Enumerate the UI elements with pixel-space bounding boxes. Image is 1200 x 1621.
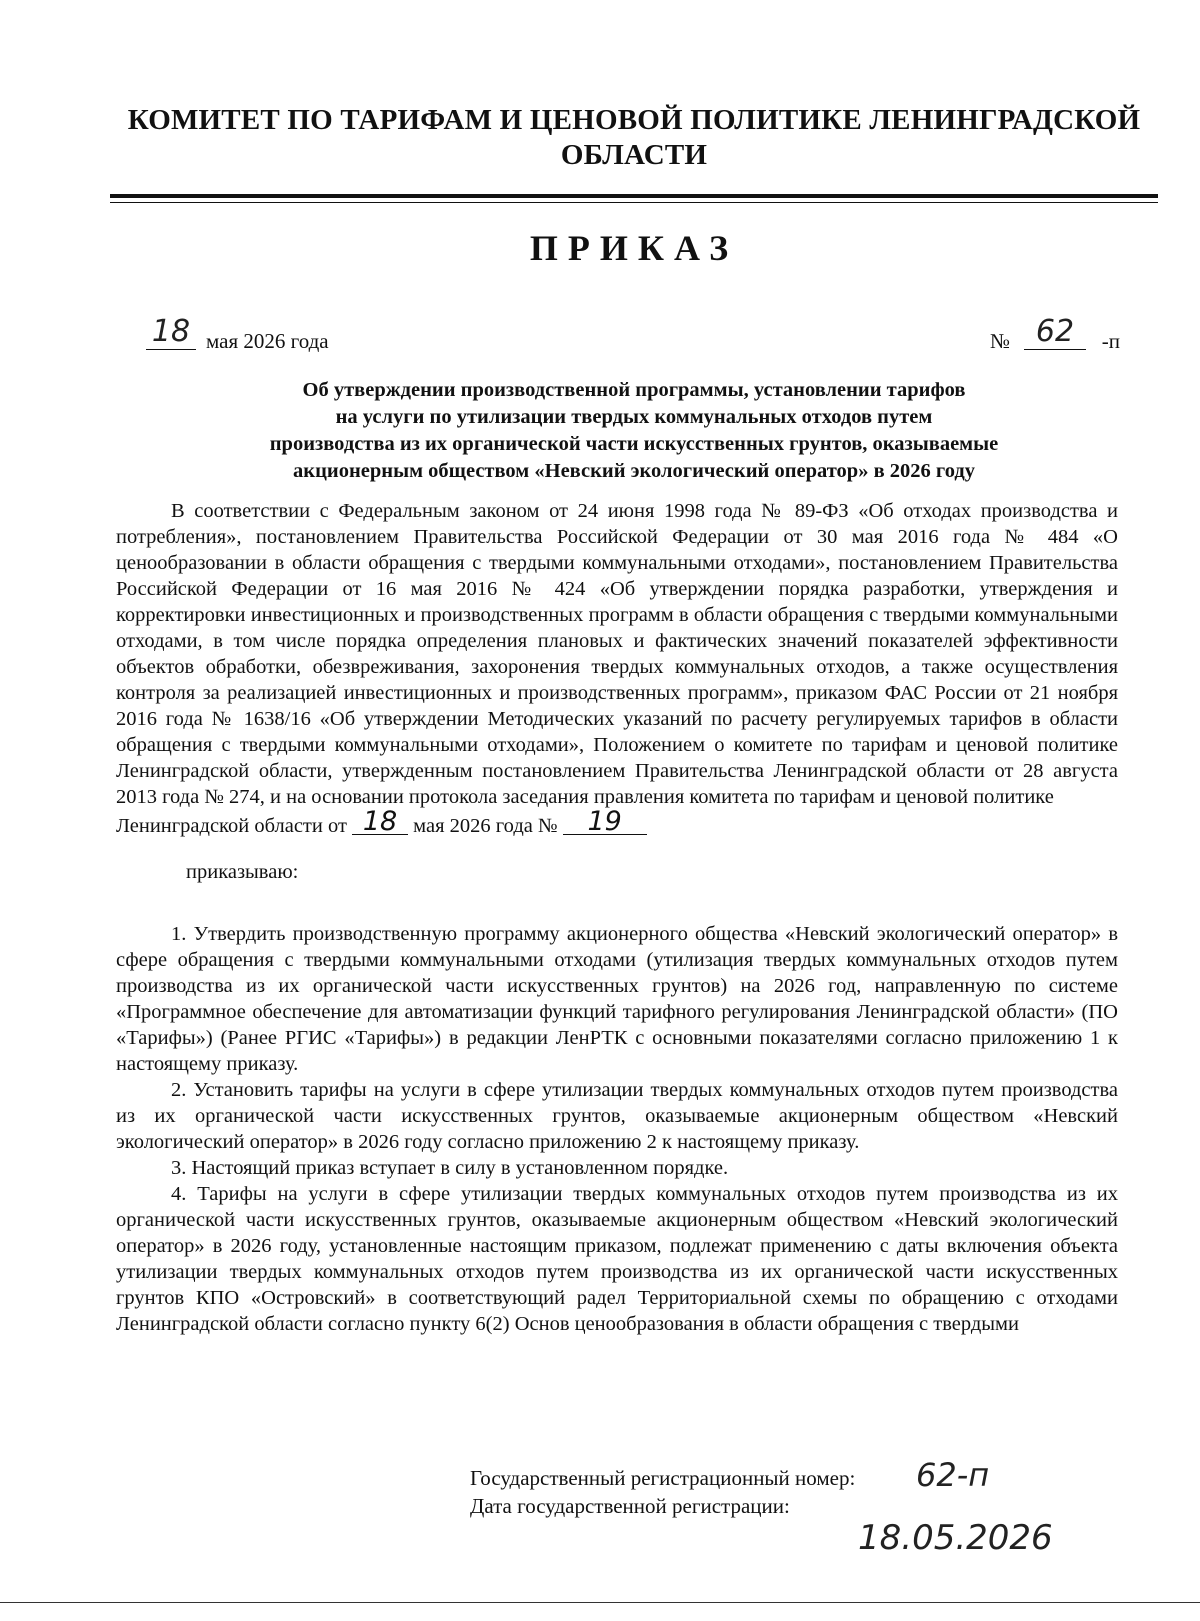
document-type-title: ПРИКАЗ (529, 228, 739, 268)
header-rule-thick (110, 194, 1158, 198)
registration-date-label: Дата государственной регистрации: (470, 1494, 790, 1518)
handwritten-registration-number: 62-п (916, 1456, 990, 1494)
subject-line-2: на услуги по утилизации твердых коммунальных отходов путем (335, 406, 933, 428)
order-item-2: 2. Установить тарифы на услуги в сфере утилизации твердых коммунальных отходов путем производства из их органической части искусственных грунтов, оказываемые акционерным обществом «Невский экологический оператор» в 2026 году согласно приложению 2 к настоящему приказу. (116, 1079, 1118, 1153)
organization-header (110, 103, 1158, 173)
handwritten-registration-date: 18.05.2026 (858, 1518, 1053, 1558)
handwritten-protocol-number: 19 (563, 810, 647, 835)
order-items (116, 921, 1118, 1337)
registration-number-label: Государственный регистрационный номер: (470, 1466, 856, 1490)
subject-line-1: Об утверждении производственной программы, установлении тарифов (302, 379, 966, 401)
protocol-line (116, 806, 1118, 839)
protocol-middle: мая 2026 года № (413, 815, 558, 837)
order-item-3: 3. Настоящий приказ вступает в силу в установленном порядке. (171, 1157, 729, 1179)
subject-line-4: акционерным обществом «Невский экологический оператор» в 2026 году (293, 460, 975, 482)
document-subject (110, 377, 1158, 485)
header-rule-thin (110, 202, 1158, 203)
number-sign: № (989, 329, 1010, 353)
document-body (116, 498, 1118, 1337)
date-number-line (140, 314, 1120, 363)
handwritten-day: 18 (146, 315, 196, 350)
organization-line-2: ОБЛАСТИ (560, 139, 708, 171)
order-item-1: 1. Утвердить производственную программу акционерного общества «Невский экологический оператор» в сфере обращения с твердыми коммунальными отходами (утилизация твердых коммунальных отходов путем производства из их органической части искусственных грунтов) на 2026 год, направленную по системе «Программное обеспечение для автоматизации функций тарифного регулирования Ленинградской области» (ПО «Тарифы») (Ранее РГИС «Тарифы») в редакции ЛенРТК с основными показателями согласно приложению 1 к настоящему приказу. (116, 923, 1118, 1075)
date-month-year: мая 2026 года (206, 329, 329, 353)
protocol-prefix: Ленинградской области от (116, 815, 347, 837)
handwritten-order-number: 62 (1024, 315, 1086, 350)
number-suffix: -п (1101, 329, 1120, 353)
order-item-4: 4. Тарифы на услуги в сфере утилизации твердых коммунальных отходов путем производства из их органической части искусственных грунтов, оказываемые акционерным обществом «Невский экологический оператор» в 2026 году, установленные настоящим приказом, подлежат применению с даты включения объекта утилизации твердых коммунальных отходов путем производства из их органической части искусственных грунтов КПО «Островский» в соответствующий радел Территориальной схемы по обращению с отходами Ленинградской области согласно пункту 6(2) Основ ценообразования в области обращения с твердыми (116, 1183, 1118, 1335)
order-word: приказываю: (186, 861, 299, 883)
preamble-paragraph: В соответствии с Федеральным законом от 24 июня 1998 года № 89-ФЗ «Об отходах производства и потребления», постановлением Правительства Российской Федерации от 30 мая 2016 года № 484 «О ценообразовании в области обращения с твердыми коммунальными отходами», постановлением Правительства Российской Федерации от 16 мая 2016 № 424 «Об утверждении порядка разработки, утверждения и корректировки инвестиционных и производственных программ в области обращения с твердыми коммунальными отходами, в том числе порядка определения плановых и фактических значений показателей эффективности объектов обработки, обезвреживания, захоронения твердых коммунальных отходов, а также осуществления контроля за реализацией инвестиционных и производственных программ», приказом ФАС России от 21 ноября 2016 года № 1638/16 «Об утверждении Методических указаний по расчету регулируемых тарифов в области обращения с твердыми коммунальными отходами», Положением о комитете по тарифам и ценовой политике Ленинградской области, утвержденным постановлением Правительства Ленинградской области от 28 августа 2013 года № 274, и на основании протокола заседания правления комитета по тарифам и ценовой политике (116, 500, 1118, 808)
organization-line-1: КОМИТЕТ ПО ТАРИФАМ И ЦЕНОВОЙ ПОЛИТИКЕ ЛЕНИНГРАДСКОЙ (127, 104, 1141, 136)
subject-line-3: производства из их органической части искусственных грунтов, оказываемые (269, 433, 999, 455)
handwritten-protocol-day: 18 (352, 810, 408, 835)
bottom-edge-line (0, 1602, 1200, 1603)
